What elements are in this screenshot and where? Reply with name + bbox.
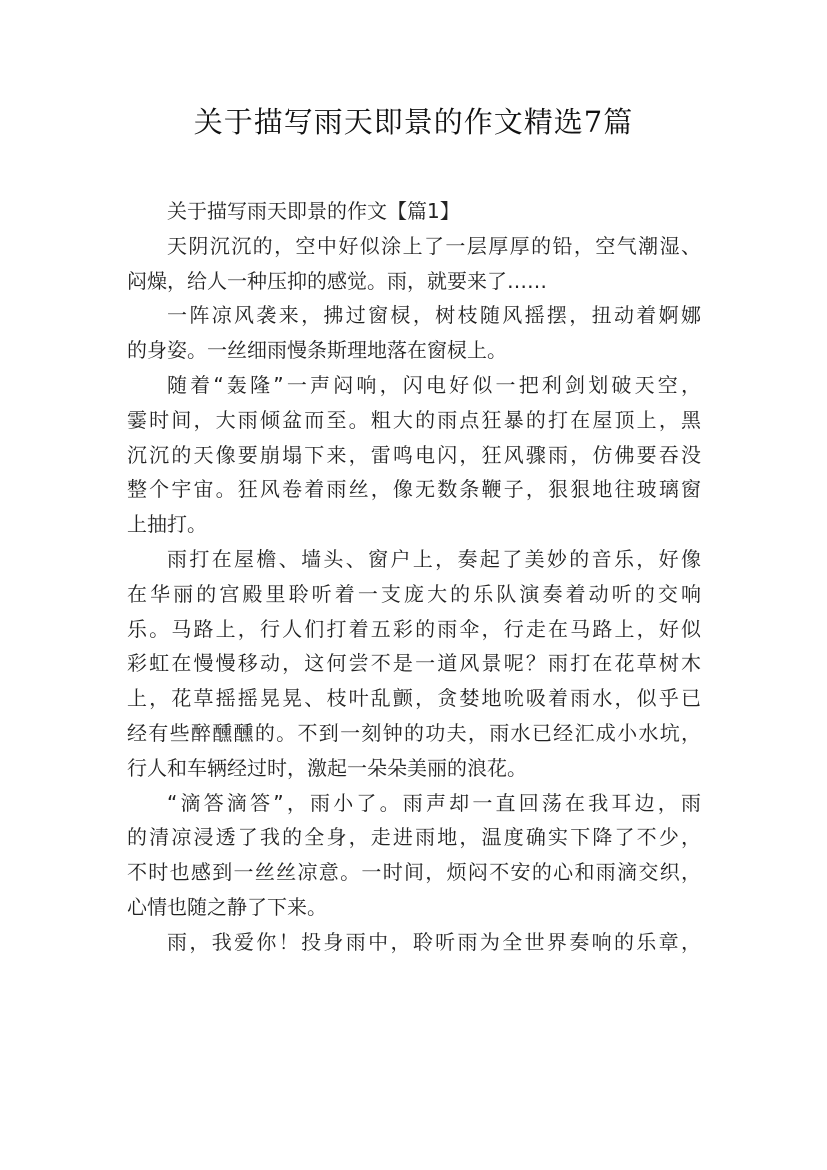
text-line: 雨打在屋檐、墙头、窗户上，奏起了美妙的音乐，好像 [167, 546, 701, 571]
text-line: 霎时间，大雨倾盆而至。粗大的雨点狂暴的打在屋顶上，黑 [127, 407, 701, 432]
text-line: 乐。马路上，行人们打着五彩的雨伞，行走在马路上，好似 [127, 616, 701, 641]
text-line: 沉沉的天像要崩塌下来，雷鸣电闪，狂风骤雨，仿佛要吞没 [127, 442, 701, 467]
document-body [127, 194, 701, 960]
text-line: 上，花草摇摇晃晃、枝叶乱颤，贪婪地吮吸着雨水，似乎已 [127, 686, 701, 711]
text-line: 经有些醉醺醺的。不到一刻钟的功夫，雨水已经汇成小水坑， [127, 720, 701, 745]
text-line: 一阵凉风袭来，拂过窗棂，树枝随风摇摆，扭动着婀娜 [167, 303, 701, 328]
text-line: 上抽打。 [127, 512, 207, 537]
text-line: 雨，我爱你！投身雨中，聆听雨为全世界奏响的乐章， [167, 929, 701, 954]
text-line: 随着“轰隆”一声闷响，闪电好似一把利剑划破天空， [167, 372, 701, 397]
text-line: 行人和车辆经过时，激起一朵朵美丽的浪花。 [127, 755, 527, 780]
text-line: 的身姿。一丝细雨慢条斯理地落在窗棂上。 [127, 338, 507, 363]
text-line: 闷燥，给人一种压抑的感觉。雨，就要来了…… [127, 268, 547, 293]
text-line: “滴答滴答”，雨小了。雨声却一直回荡在我耳边，雨 [167, 790, 701, 815]
text-line: 天阴沉沉的，空中好似涂上了一层厚厚的铅，空气潮湿、 [167, 233, 701, 258]
text-line: 彩虹在慢慢移动，这何尝不是一道风景呢？雨打在花草树木 [127, 651, 701, 676]
text-line: 的清凉浸透了我的全身，走进雨地，温度确实下降了不少， [127, 825, 701, 850]
text-line: 整个宇宙。狂风卷着雨丝，像无数条鞭子，狠狠地往玻璃窗 [127, 477, 701, 502]
text-line: 不时也感到一丝丝凉意。一时间，烦闷不安的心和雨滴交织， [127, 860, 701, 885]
text-line: 关于描写雨天即景的作文【篇1】 [167, 199, 460, 223]
document-title: 关于描写雨天即景的作文精选7篇 [193, 105, 634, 139]
text-line: 心情也随之静了下来。 [127, 894, 327, 919]
text-line: 在华丽的宫殿里聆听着一支庞大的乐队演奏着动听的交响 [127, 581, 701, 606]
